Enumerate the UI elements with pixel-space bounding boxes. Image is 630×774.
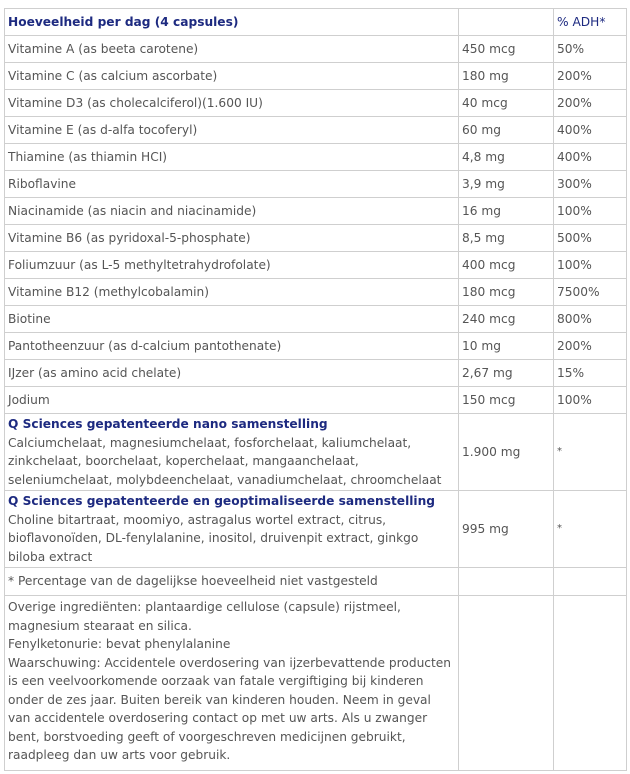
table-row [5, 171, 627, 198]
nutrition-table [4, 8, 627, 771]
other-info-cell [5, 596, 459, 771]
nutrient-amount: 180 mg [459, 63, 554, 90]
nutrient-name: Vitamine B6 (as pyridoxal-5-phosphate) [5, 225, 459, 252]
nutrient-name: Pantotheenzuur (as d-calcium pantothenate) [5, 333, 459, 360]
nutrient-amount: 450 mcg [459, 36, 554, 63]
nutrient-amount: 240 mcg [459, 306, 554, 333]
footnote-empty-amount [459, 568, 554, 596]
nutrient-pct: 200% [554, 333, 627, 360]
nutrient-pct: 400% [554, 144, 627, 171]
nutrient-pct: 200% [554, 63, 627, 90]
nutrient-pct: 200% [554, 90, 627, 117]
warning-text: Waarschuwing: Accidentele overdosering van ijzerbevattende producten is een veelvoorkomende oorzaak van fatale vergiftiging bij kinderen onder de zes jaar. Buiten bereik van kinderen houden. Neem in geval van accidentele overdosering contact op met uw arts. Als u zwanger bent, borstvoeding geeft of voorgeschreven medicijnen gebruikt, raadpleeg dan uw arts voor gebruik. [8, 655, 452, 762]
nutrient-name: Vitamine B12 (methylcobalamin) [5, 279, 459, 306]
nutrient-amount: 40 mcg [459, 90, 554, 117]
nano-blend-pct: * [554, 414, 627, 491]
other-ingredients-text: Overige ingrediënten: plantaardige cellulose (capsule) rijstmeel, magnesium stearaat en silica. [8, 600, 401, 633]
nano-blend-row [5, 414, 627, 491]
optimized-blend-amount: 995 mg [459, 491, 554, 568]
nutrient-amount: 8,5 mg [459, 225, 554, 252]
other-info-empty-pct [554, 596, 627, 771]
nutrient-pct: 7500% [554, 279, 627, 306]
table-row [5, 144, 627, 171]
nano-blend-description: Calciumchelaat, magnesiumchelaat, fosforchelaat, kaliumchelaat, zinkchelaat, boorchelaat, koperchelaat, mangaanchelaat, seleniumchelaat, molybdeenchelaat, vanadiumchelaat, chroomchelaat [8, 435, 442, 487]
table-row [5, 252, 627, 279]
table-row [5, 198, 627, 225]
footnote-row [5, 568, 627, 596]
nutrient-amount: 400 mcg [459, 252, 554, 279]
nutrient-amount: 2,67 mg [459, 360, 554, 387]
nutrient-pct: 100% [554, 252, 627, 279]
other-info-empty-amount [459, 596, 554, 771]
nutrient-name: IJzer (as amino acid chelate) [5, 360, 459, 387]
header-row [5, 9, 627, 36]
nutrient-amount: 4,8 mg [459, 144, 554, 171]
nutrient-pct: 300% [554, 171, 627, 198]
nano-blend-amount: 1.900 mg [459, 414, 554, 491]
table-row [5, 36, 627, 63]
other-info-row [5, 596, 627, 771]
phenylketonuria-text: Fenylketonurie: bevat phenylalanine [8, 637, 231, 651]
header-amount [459, 9, 554, 36]
nutrient-name: Niacinamide (as niacin and niacinamide) [5, 198, 459, 225]
nutrient-name: Vitamine D3 (as cholecalciferol)(1.600 IU) [5, 90, 459, 117]
nutrient-pct: 100% [554, 387, 627, 414]
optimized-blend-cell [5, 491, 459, 568]
nutrient-amount: 60 mg [459, 117, 554, 144]
nutrient-pct: 50% [554, 36, 627, 63]
optimized-blend-row [5, 491, 627, 568]
nutrient-amount: 180 mcg [459, 279, 554, 306]
nutrient-pct: 100% [554, 198, 627, 225]
nutrient-name: Vitamine C (as calcium ascorbate) [5, 63, 459, 90]
nutrient-name: Vitamine E (as d-alfa tocoferyl) [5, 117, 459, 144]
nutrient-amount: 150 mcg [459, 387, 554, 414]
nutrient-name: Thiamine (as thiamin HCI) [5, 144, 459, 171]
nutrient-name: Vitamine A (as beeta carotene) [5, 36, 459, 63]
table-row [5, 63, 627, 90]
nutrient-name: Jodium [5, 387, 459, 414]
nutrient-name: Foliumzuur (as L-5 methyltetrahydrofolate) [5, 252, 459, 279]
table-row [5, 90, 627, 117]
nutrient-name: Biotine [5, 306, 459, 333]
nutrient-amount: 10 mg [459, 333, 554, 360]
table-row [5, 279, 627, 306]
nutrient-pct: 500% [554, 225, 627, 252]
nutrient-amount: 3,9 mg [459, 171, 554, 198]
nutrient-pct: 800% [554, 306, 627, 333]
table-row [5, 333, 627, 360]
table-row [5, 225, 627, 252]
table-row [5, 360, 627, 387]
nutrient-pct: 15% [554, 360, 627, 387]
footnote-empty-pct [554, 568, 627, 596]
table-row [5, 306, 627, 333]
optimized-blend-description: Choline bitartraat, moomiyo, astragalus wortel extract, citrus, bioflavonoïden, DL-fenylalanine, inositol, druivenpit extract, ginkgo biloba extract [8, 512, 419, 564]
nutrient-pct: 400% [554, 117, 627, 144]
footnote-text: * Percentage van de dagelijkse hoeveelheid niet vastgesteld [5, 568, 459, 596]
header-pct: % ADH* [554, 9, 627, 36]
nutrient-amount: 16 mg [459, 198, 554, 225]
nano-blend-title: Q Sciences gepatenteerde nano samenstelling [8, 417, 328, 431]
optimized-blend-pct: * [554, 491, 627, 568]
table-row [5, 117, 627, 144]
nano-blend-cell [5, 414, 459, 491]
nutrient-name: Riboflavine [5, 171, 459, 198]
table-row [5, 387, 627, 414]
optimized-blend-title: Q Sciences gepatenteerde en geoptimaliseerde samenstelling [8, 494, 436, 508]
header-title: Hoeveelheid per dag (4 capsules) [5, 9, 459, 36]
